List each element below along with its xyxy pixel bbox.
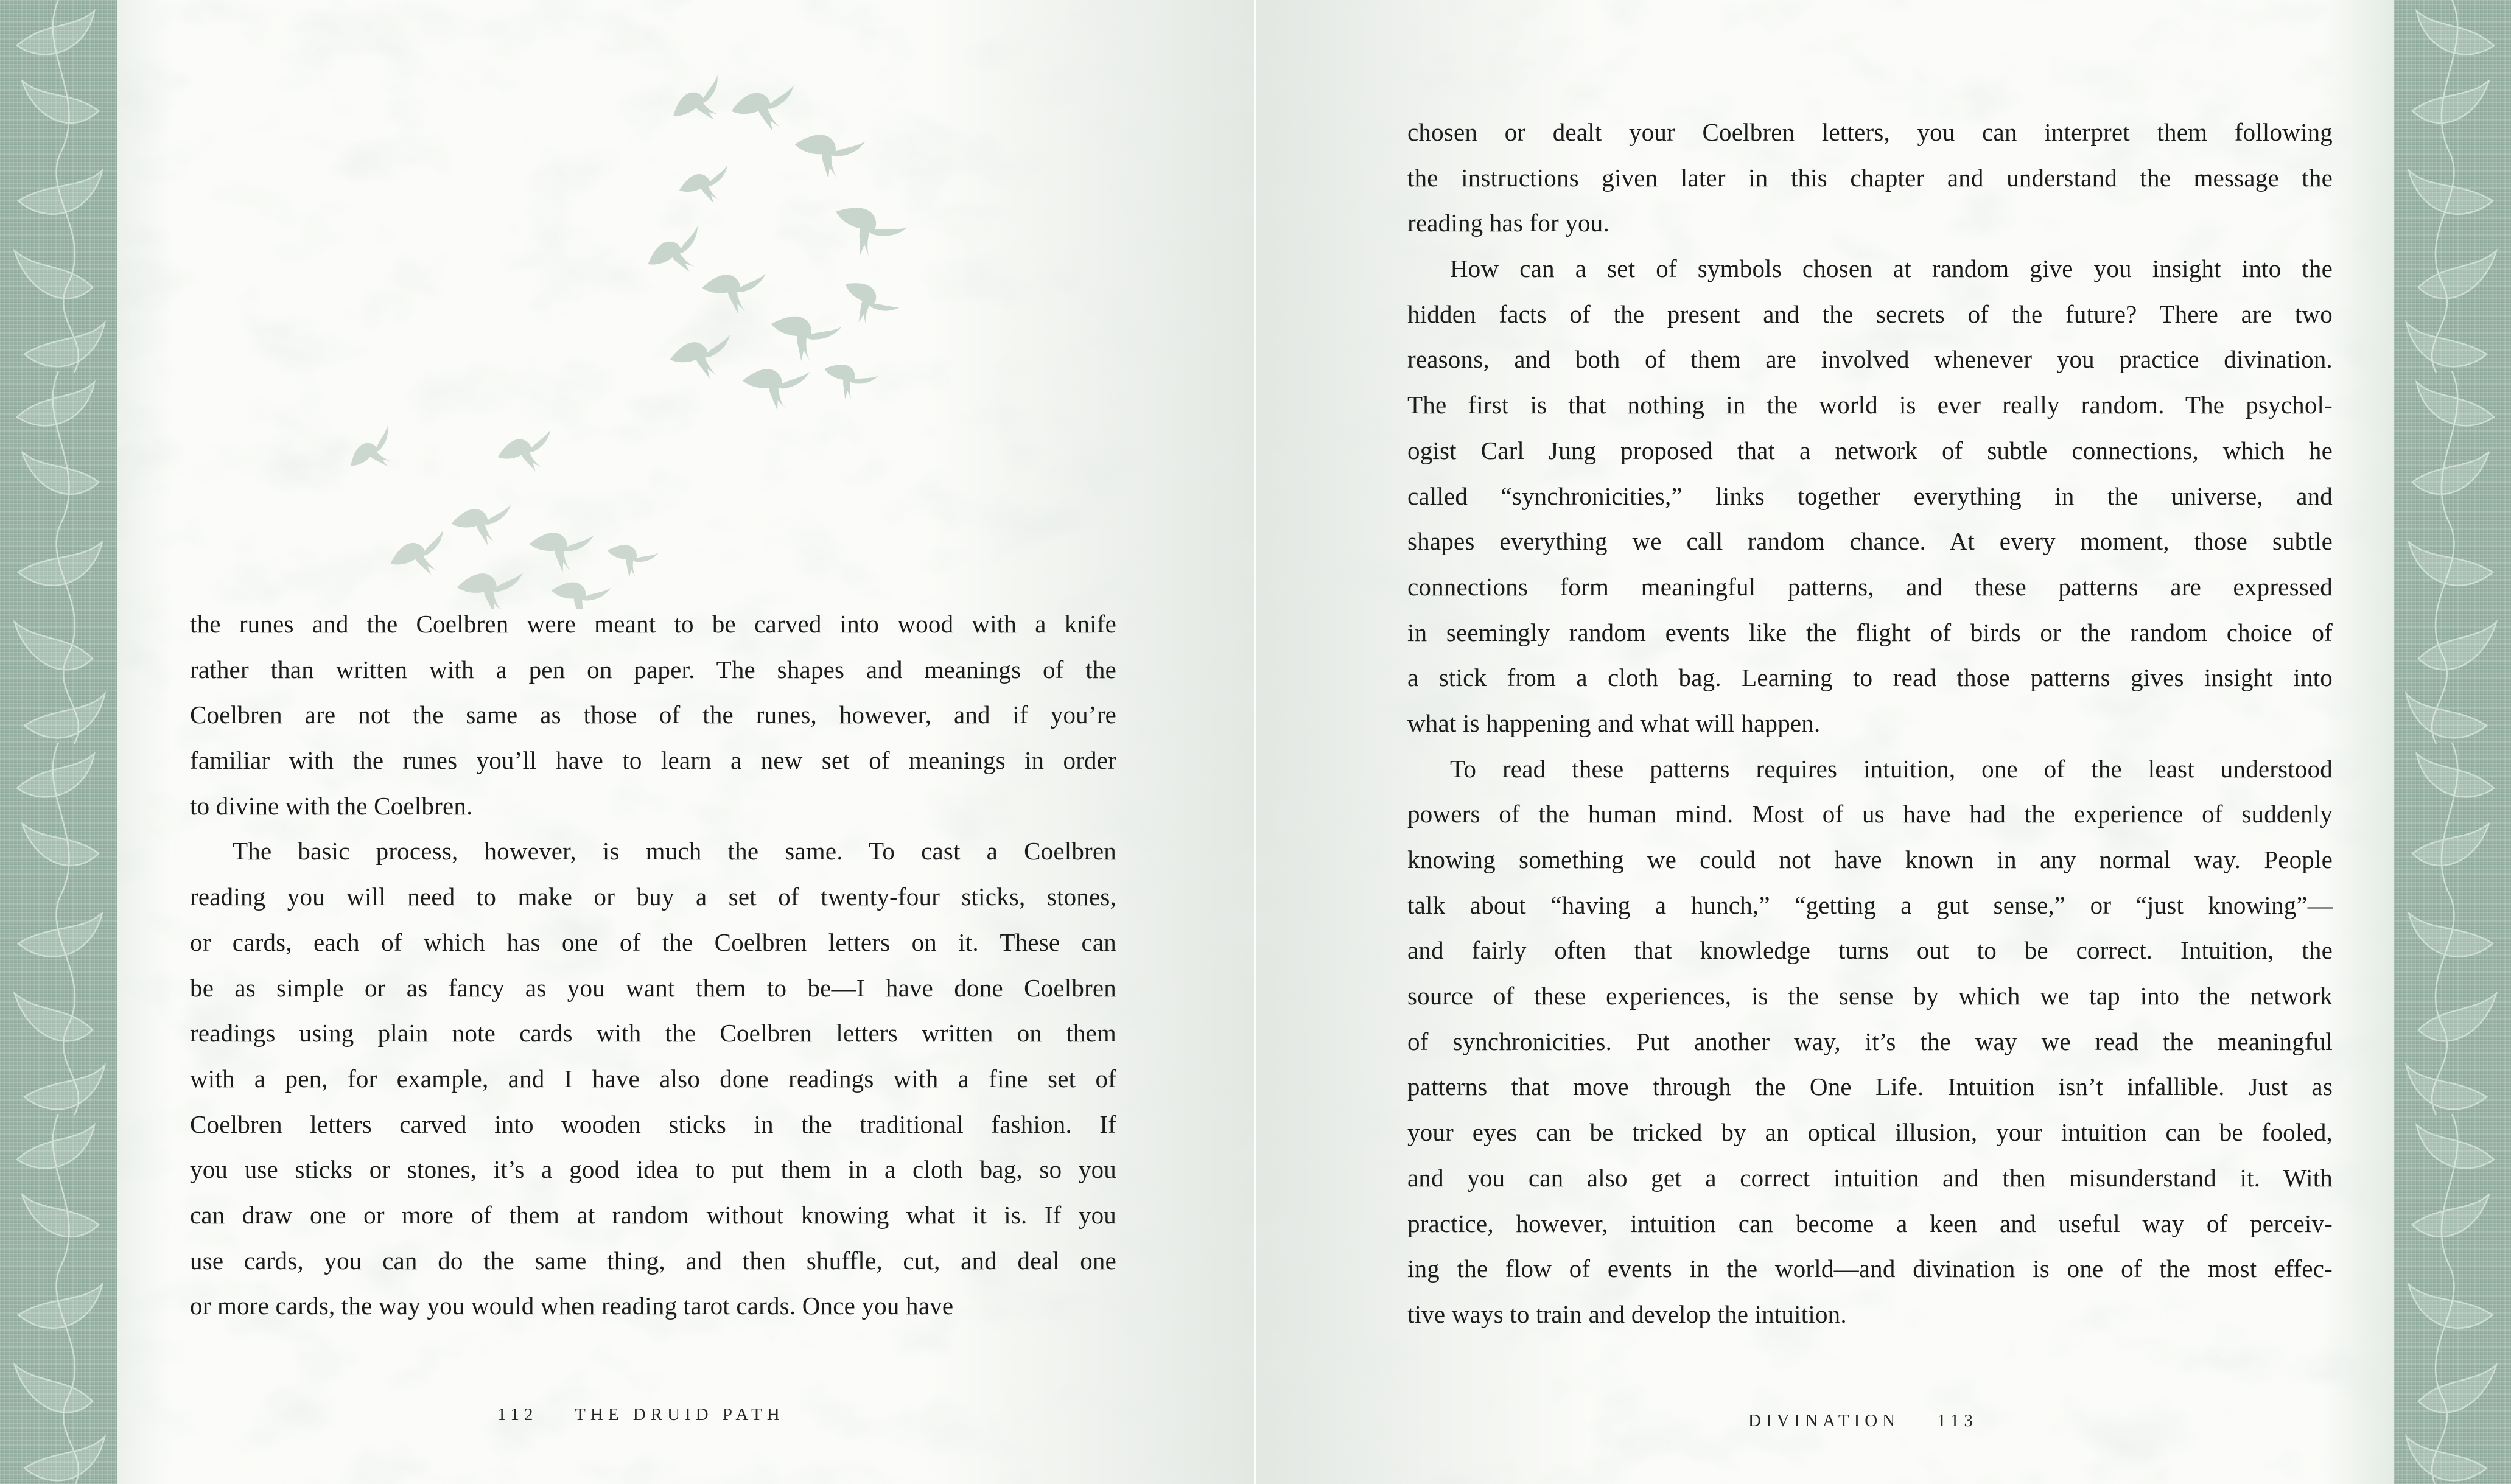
page-number: 112 [497,1405,538,1424]
text-line: The basic process, however, is much the same. To cast a Coelbren [233,837,1116,866]
text-line: you use sticks or stones, it’s a good idea to put them in a cloth bag, so you [190,1155,1116,1184]
text-line: reading you will need to make or buy a set of twenty-four sticks, stones, [190,883,1116,911]
right-page-text [1407,110,2333,1337]
text-line: with a pen, for example, and I have also done readings with a fine set of [190,1064,1116,1093]
text-line: in seemingly random events like the flight of birds or the random choice of [1407,618,2333,646]
leaf-vine-pattern-icon [2394,0,2511,1484]
right-decorative-border [2394,0,2511,1484]
text-line: Coelbren letters carved into wooden sticks in the traditional fashion. If [190,1110,1116,1138]
swallow-flock-illustration [292,61,992,609]
left-page-footer [497,1405,785,1425]
text-line: The first is that nothing in the world is ever really random. The psychol- [1407,391,2333,419]
text-line: readings using plain note cards with the Coelbren letters written on them [190,1019,1116,1048]
text-line: practice, however, intuition can become a keen and useful way of perceiv- [1407,1209,2333,1237]
text-line: the instructions given later in this chapter and understand the message the [1407,163,2333,192]
text-line: or cards, each of which has one of the Coelbren letters on it. These can [190,928,1116,956]
text-line: How can a set of symbols chosen at random give you insight into the [1450,254,2333,283]
text-line: what is happening and what will happen. [1407,709,1821,737]
text-line: or more cards, the way you would when reading tarot cards. Once you have [190,1292,954,1320]
text-line: to divine with the Coelbren. [190,791,473,820]
left-decorative-border [0,0,117,1484]
text-line: Coelbren are not the same as those of the runes, however, and if you’re [190,701,1116,729]
page-number: 113 [1937,1411,1978,1430]
text-line: knowing something we could not have known in any normal way. People [1407,845,2333,873]
text-line: ogist Carl Jung proposed that a network of subtle connections, which he [1407,436,2333,464]
text-line: rather than written with a pen on paper. The shapes and meanings of the [190,655,1116,684]
text-line: your eyes can be tricked by an optical illusion, your intuition can be fooled, [1407,1118,2333,1147]
text-line: can draw one or more of them at random without knowing what it is. If you [190,1200,1116,1229]
text-line: the runes and the Coelbren were meant to be carved into wood with a knife [190,610,1116,638]
leaf-vine-pattern-icon [0,0,117,1484]
text-line: and fairly often that knowledge turns out to be correct. Intuition, the [1407,936,2333,965]
text-line: hidden facts of the present and the secrets of the future? There are two [1407,299,2333,328]
left-page-text [190,601,1116,1329]
text-line: To read these patterns requires intuition, one of the least understood [1450,754,2333,783]
text-line: familiar with the runes you’ll have to learn a new set of meanings in order [190,746,1116,775]
text-line: chosen or dealt your Coelbren letters, you can interpret them following [1407,118,2333,146]
text-line: powers of the human mind. Most of us have had the experience of suddenly [1407,800,2333,828]
text-line: be as simple or as fancy as you want them to be—I have done Coelbren [190,973,1116,1002]
text-line: tive ways to train and develop the intuition. [1407,1300,1847,1328]
text-line: talk about “having a hunch,” “getting a gut sense,” or “just knowing”— [1407,891,2333,919]
text-line: reasons, and both of them are involved whenever you practice divination. [1407,345,2333,374]
text-line: a stick from a cloth bag. Learning to read those patterns gives insight into [1407,663,2333,692]
text-line: shapes everything we call random chance. At every moment, those subtle [1407,527,2333,556]
text-line: of synchronicities. Put another way, it’s the way we read the meaningful [1407,1027,2333,1055]
text-line: ing the flow of events in the world—and divination is one of the most effec- [1407,1255,2333,1283]
text-line: called “synchronicities,” links together everything in the universe, and [1407,481,2333,510]
text-line: source of these experiences, is the sense by which we tap into the network [1407,982,2333,1010]
text-line: connections form meaningful patterns, and these patterns are expressed [1407,572,2333,601]
text-line: and you can also get a correct intuition and then misunderstand it. With [1407,1163,2333,1192]
running-title: DIVINATION [1748,1411,1900,1430]
text-line: reading has for you. [1407,209,1609,237]
text-line: use cards, you can do the same thing, and then shuffle, cut, and deal one [190,1246,1116,1275]
running-title: THE DRUID PATH [575,1405,785,1424]
right-page-footer [1748,1411,1978,1431]
text-line: patterns that move through the One Life. Intuition isn’t infallible. Just as [1407,1073,2333,1101]
